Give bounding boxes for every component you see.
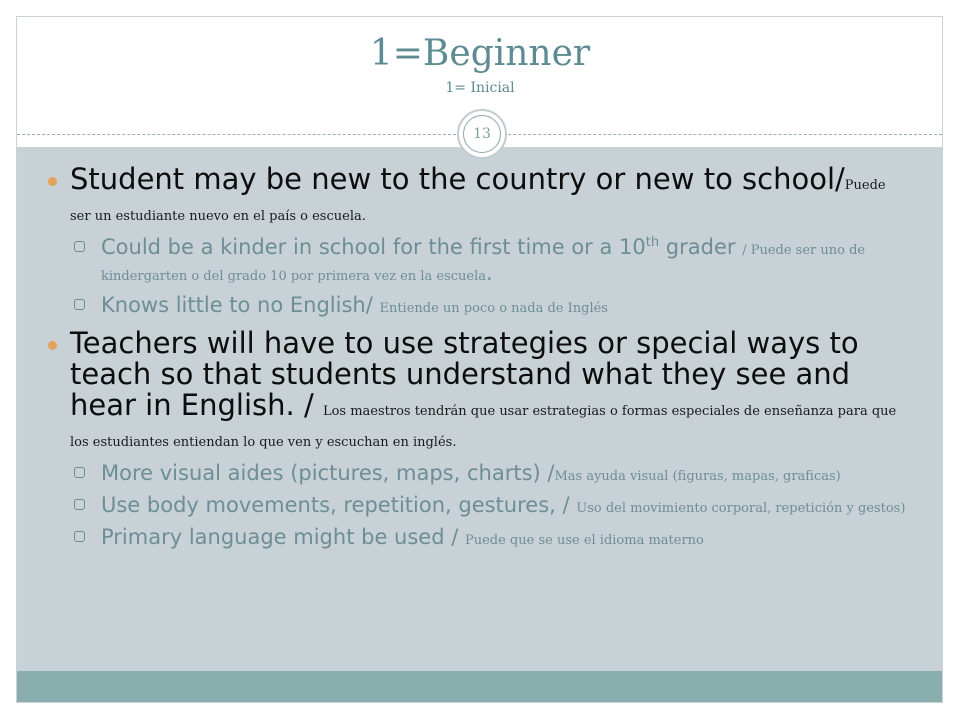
bullet-translation: Los maestros tendrán que usar estrategias o formas especiales de enseñanza para que los estudiantes entiendan lo que ven y escuchan en inglés. (70, 404, 897, 450)
checkbox-bullet-icon (74, 467, 85, 478)
slide-content (46, 164, 916, 556)
slide-title: 1=Beginner (369, 33, 591, 74)
sub-bullet-body-movements (46, 492, 916, 518)
sub-bullet-main-text: Knows little to no English/ (101, 293, 380, 317)
bullet-main-text: Student may be new to the country or new to school/ (70, 162, 845, 196)
sub-bullet-main-text: More visual aides (pictures, maps, charts) / (101, 461, 555, 485)
checkbox-bullet-icon (74, 499, 85, 510)
sub-bullet-translation: / Puede ser uno de kindergarten o del grado 10 por primera vez en la escuela (101, 243, 866, 284)
bullet-dot-icon (48, 341, 57, 350)
sub-bullet-period: . (486, 261, 493, 285)
sub-bullet-kinder (46, 234, 916, 286)
bullet-item-teachers (46, 328, 916, 452)
sub-bullet-main-text-cont: grader (659, 235, 743, 259)
sub-bullet-main-text: Use body movements, repetition, gestures, / (101, 493, 577, 517)
sub-bullet-translation: Puede que se use el idioma materno (464, 533, 704, 548)
sub-bullet-translation: Uso del movimiento corporal, repetición y gestos) (576, 501, 906, 516)
checkbox-bullet-icon (74, 531, 85, 542)
bullet-translation-start: Puede (844, 178, 886, 193)
slide-subtitle: 1= Inicial (445, 80, 515, 96)
page-number: 13 (463, 115, 501, 153)
ordinal-suffix: th (645, 235, 660, 250)
sub-bullet-visual-aides (46, 460, 916, 486)
page-number-badge (457, 109, 507, 159)
bullet-item-new-student (46, 164, 916, 226)
bullet-main-text: Teachers will have to use strategies or special ways to teach so that students understand what they see and hear in English. / (70, 326, 859, 422)
checkbox-bullet-icon (74, 299, 85, 310)
sub-bullet-translation: Entiende un poco o nada de Inglés (379, 301, 608, 316)
checkbox-bullet-icon (74, 241, 85, 252)
footer-band (17, 671, 942, 702)
sub-bullet-translation: Mas ayuda visual (figuras, mapas, graficas) (554, 469, 841, 484)
sub-bullet-main-text: Could be a kinder in school for the first time or a 10 (101, 235, 646, 259)
sub-bullet-primary-language (46, 524, 916, 550)
sub-bullet-english (46, 292, 916, 318)
bullet-dot-icon (48, 177, 57, 186)
sub-bullet-main-text: Primary language might be used / (101, 525, 465, 549)
bullet-translation: ser un estudiante nuevo en el país o escuela. (70, 209, 366, 224)
